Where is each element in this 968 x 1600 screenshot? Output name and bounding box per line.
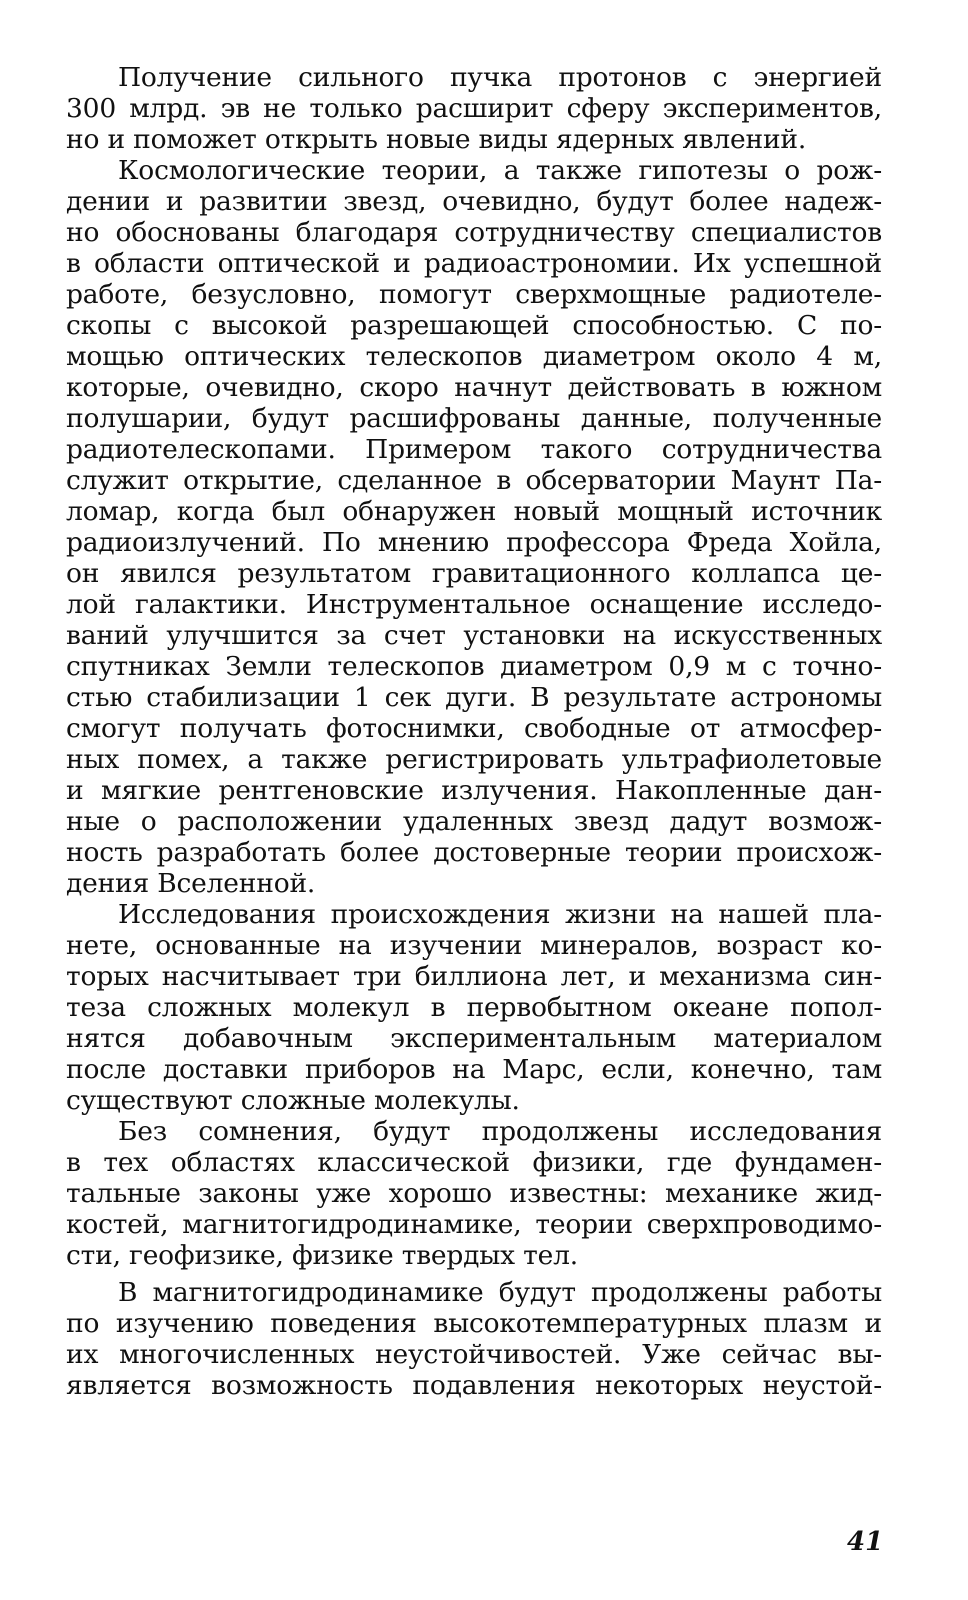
text-line: в тех областях классической физики, где фундамен- (66, 1147, 882, 1178)
text-line: ность разработать более достоверные теории происхож- (66, 837, 882, 868)
text-line: которые, очевидно, скоро начнут действовать в южном (66, 372, 882, 403)
text-line: радиоизлучений. По мнению профессора Фреда Хойла, (66, 527, 882, 558)
text-line: ломар, когда был обнаружен новый мощный источник (66, 496, 882, 527)
text-line: работе, безусловно, помогут сверхмощные радиотеле- (66, 279, 882, 310)
text-line: в области оптической и радиоастрономии. Их успешной (66, 248, 882, 279)
text-line: но и поможет открыть новые виды ядерных явлений. (66, 124, 807, 155)
text-line: костей, магнитогидродинамике, теории сверхпроводимо- (66, 1209, 882, 1240)
text-line: Исследования происхождения жизни на нашей пла- (118, 899, 882, 930)
paragraph (66, 899, 882, 1116)
text-line: Получение сильного пучка протонов с энергией (118, 62, 882, 93)
text-line: стью стабилизации 1 сек дуги. В результате астрономы (66, 682, 882, 713)
text-line: торых насчитывает три биллиона лет, и механизма син- (66, 961, 882, 992)
text-line: скопы с высокой разрешающей способностью. С по- (66, 310, 882, 341)
text-line: смогут получать фотоснимки, свободные от атмосфер- (66, 713, 882, 744)
text-line: дения Вселенной. (66, 868, 316, 899)
text-line: полушарии, будут расшифрованы данные, полученные (66, 403, 882, 434)
text-line: но обоснованы благодаря сотрудничеству специалистов (66, 217, 882, 248)
text-line: спутниках Земли телескопов диаметром 0,9 м с точно- (66, 651, 882, 682)
text-line: он явился результатом гравитационного коллапса це- (66, 558, 882, 589)
text-line: В магнитогидродинамике будут продолжены работы (118, 1277, 882, 1308)
text-line: их многочисленных неустойчивостей. Уже сейчас вы- (66, 1339, 882, 1370)
text-line: нятся добавочным экспериментальным материалом (66, 1023, 882, 1054)
text-line: нете, основанные на изучении минералов, возраст ко- (66, 930, 882, 961)
text-line: служит открытие, сделанное в обсерватории Маунт Па- (66, 465, 882, 496)
text-line: теза сложных молекул в первобытном океане попол- (66, 992, 882, 1023)
text-line: тальные законы уже хорошо известны: механике жид- (66, 1178, 882, 1209)
text-line: Космологические теории, а также гипотезы о рож- (118, 155, 882, 186)
text-line: радиотелескопами. Примером такого сотрудничества (66, 434, 882, 465)
text-line: и мягкие рентгеновские излучения. Накопленные дан- (66, 775, 882, 806)
text-line: 300 млрд. эв не только расширит сферу экспериментов, (66, 93, 882, 124)
text-line: является возможность подавления некоторых неустой- (66, 1370, 882, 1401)
text-line: ные о расположении удаленных звезд дадут возмож- (66, 806, 882, 837)
text-line: ваний улучшится за счет установки на искусственных (66, 620, 882, 651)
text-line: после доставки приборов на Марс, если, конечно, там (66, 1054, 882, 1085)
text-line: ных помех, а также регистрировать ультрафиолетовые (66, 744, 882, 775)
page-body (66, 62, 882, 1401)
text-line: дении и развитии звезд, очевидно, будут более надеж- (66, 186, 882, 217)
text-line: существуют сложные молекулы. (66, 1085, 520, 1116)
page-number: 41 (847, 1527, 884, 1557)
text-line: Без сомнения, будут продолжены исследования (118, 1116, 882, 1147)
paragraph (66, 1277, 882, 1401)
paragraph (66, 1116, 882, 1271)
paragraph (66, 155, 882, 899)
text-line: по изучению поведения высокотемпературных плазм и (66, 1308, 882, 1339)
text-line: сти, геофизике, физике твердых тел. (66, 1240, 578, 1271)
text-line: мощью оптических телескопов диаметром около 4 м, (66, 341, 882, 372)
paragraph (66, 62, 882, 155)
text-line: лой галактики. Инструментальное оснащение исследо- (66, 589, 882, 620)
